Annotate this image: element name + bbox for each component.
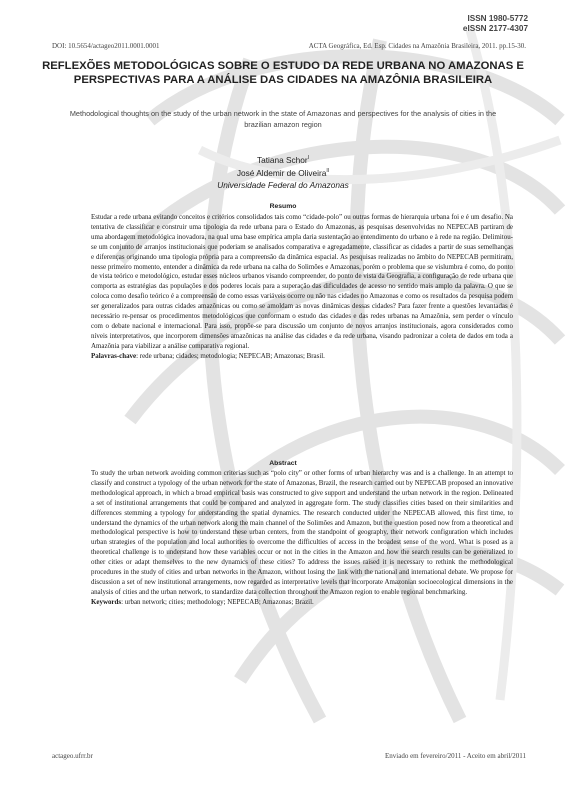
abstract-keywords: Keywords: urban network; cities; methodology; NEPECAB; Amazonas; Brazil. — [91, 597, 314, 606]
author-1: Tatiana Schor$^I$ — [256, 154, 310, 165]
resumo-text: Estudar a rede urbana evitando conceitos e critérios consolidados tais como “cidade-polo” ou outras formas de hierarquia urbana foi e é um desafio. Na tentativa de classificar e construir uma tipologia da rede urbana para o Estado do Amazonas, as pesquisas desenvolvidas no NEPECAB partiram de uma abordagem metodológica inovadora, na qual uma base empírica ampla daria sustentação ao entendimento do urbano e à rede na região. Delimitou-se um conjunto de arranjos institucionais que poderiam se analisados comparativa e agregadamente, classificar as cidades a partir de suas semelhanças e diferenças originando uma tipologia própria para a compreensão da dinâmica espacial. As pesquisas realizadas no âmbito do NEPECAB permitiram, nesse primeiro momento, entender a dinâmica da rede urbana na calha do Solimões e Amazonas, porém o problema que se vislumbra é como, do ponto de vista teórico e metodológico, estudar esses núcleos urbanos visando compreender, do ponto de vista da Geografia, a configuração de rede urbana que comporta as estratégias das populações e dos poderes locais para a superação das dificuldades de acesso no sentido mais amplo da palavra. O que se coloca como desafio teórico é a compreensão de como essas variáveis ocorre ou não nas cidades no Amazonas e como os resultados da pesquisa podem ser generalizados para outras cidades amazônicas ou como se amoldam as novas dinâmicas dessas cidades? Para fazer frente a questões levantadas é necessário re-pensar os procedimentos metodológicos que conformam o estudo das cidades e das redes urbanas na Amazônia, sem perder o vínculo com o debate nacional e internacional. Para isso, propõe-se para discussão um conjunto de novos arranjos institucionais, agora considerados como níveis interpretativos, que incorporem dimensões amazônicas na análise das cidades e da rede urbana, visando padronizar a coleta de dados em toda a Amazônia para viabilizar a análise comparativa regional. — [91, 213, 513, 350]
footer-url: actageo.ufrr.br — [52, 752, 93, 760]
footer-dates: Enviado em fevereiro/2011 - Aceito em abril/2011 — [385, 752, 526, 760]
abstract-heading: Abstract — [269, 460, 297, 467]
author-2: José Aldemir de Oliveira$^{II}$ — [236, 168, 330, 179]
resumo-keywords: Palavras-chave: rede urbana; cidades; metodologia; NEPECAB; Amazonas; Brasil. — [91, 351, 325, 360]
affiliation: Universidade Federal do Amazonas — [217, 179, 349, 190]
abstract-text: To study the urban network avoiding common criterias such as “polo city” or other forms of urban hierarchy was and is a challenge. In an attempt to classify and construct a typology of the urban network for the state of Amazonas, Brazil, the research carried out by NEPECAB proposed an innovative methodological approach, in which a broad empirical basis was constructed to give support and understand the urban network in the region. Delineated a set of institutional arrangements that could be compared and analyzed in aggregate form. The study classifies cities based on their similarities and differences stemming a typology for understanding the spatial dynamics. The research conducted under the NEPECAB allowed, this first time, to understand the dynamics of the urban network along the main channel of the Solimões and Amazon, but the question posed now from a theoretical and methodological perspective is how to understand these urban centers, from the standpoint of geography, their network configuration which includes urban strategies of the population and local authorities to overcome the difficulties of access in the broadest sense of the word. What is posed as a theoretical challenge is to understand how these variables occur or not in the cities in the Amazon and how the search results can be generalized to other cities or adapt themselves to the new dynamics of these cities? To address the issues raised it is necessary to rethink the methodological procedures in the study of cities and urban networks in the Amazon, without losing the link with the national and international debate. We propose for discussion a set of new institutional arrangements, now regarded as interpretative levels that incorporate Amazonian socioecological dimensions in the analysis of cities and the urban network, to standardize data collection throughout the Amazon region to enable regional benchmarking. — [91, 469, 513, 596]
resumo-heading: Resumo — [269, 203, 297, 210]
page-subtitle: Methodological thoughts on the study of the urban network in the state of Amazonas and perspectives for the analysis of cities in the brazilian amazon region — [69, 109, 497, 129]
journal-citation: ACTA Geográfica, Ed. Esp. Cidades na Amazônia Brasileira, 2011. pp.15-30. — [308, 42, 526, 50]
issn: ISSN 1980-5772 — [467, 14, 528, 23]
eissn: eISSN 2177-4307 — [462, 24, 528, 33]
resumo-body — [91, 213, 513, 362]
author-block — [0, 153, 566, 191]
page-title: REFLEXÕES METODOLÓGICAS SOBRE O ESTUDO DA REDE URBANA NO AMAZONAS E PERSPECTIVAS PARA A ANÁLISE DAS CIDADES NA AMAZÔNIA BRASILEIRA — [42, 60, 524, 86]
doi: DOI: 10.5654/actageo2011.0001.0001 — [52, 42, 160, 50]
issn-block — [463, 14, 528, 34]
abstract-body — [91, 469, 513, 608]
